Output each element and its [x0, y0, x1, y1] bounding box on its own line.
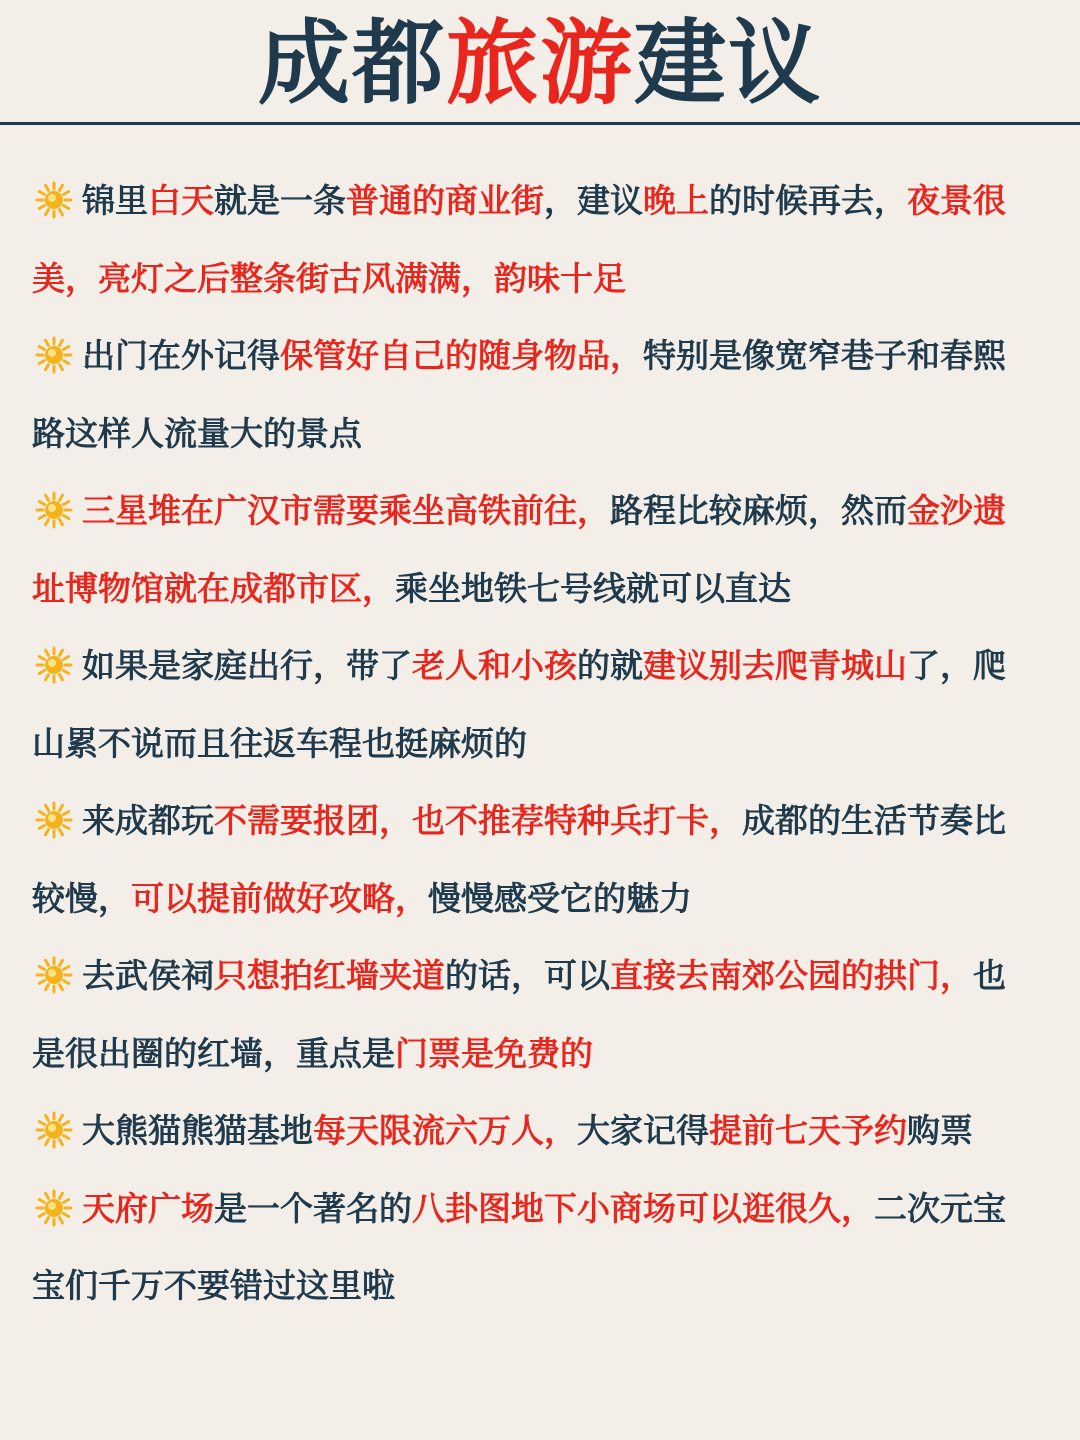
tip-text: 就是一条 — [214, 181, 346, 220]
sun-icon — [32, 335, 76, 375]
tip-item — [32, 317, 1032, 472]
tip-item — [32, 162, 1032, 317]
header — [0, 0, 1080, 124]
tip-text: 大家记得 — [577, 1111, 709, 1150]
tip-text: 锦里 — [82, 181, 148, 220]
tip-text: 了，爬山累不说而且往返车程也挺麻烦的 — [32, 646, 1006, 763]
tip-text: 二次元宝宝们千万不要错过这里啦 — [32, 1188, 1006, 1305]
tip-item — [32, 472, 1032, 627]
title-part-2: 旅游 — [445, 10, 634, 117]
tip-highlight-text: 保管好自己的随身物品， — [280, 336, 643, 375]
tips-list — [32, 162, 1032, 1325]
tip-text: 成都的生活节奏比较慢， — [32, 801, 1006, 918]
tip-text: 的时候再去， — [709, 181, 907, 220]
sun-icon — [32, 180, 76, 220]
tip-highlight-text: 天府广场 — [82, 1188, 214, 1228]
tip-highlight-text: 可以提前做好攻略， — [131, 878, 428, 918]
tip-text: 是一个著名的 — [214, 1188, 412, 1228]
tip-highlight-text: 普通的商业街 — [346, 181, 544, 220]
tip-highlight-text: 老人和小孩 — [412, 646, 577, 685]
tip-highlight-text: 夜景很美，亮灯之后整条街古风满满，韵味十足 — [32, 181, 1006, 298]
tip-text: 的就 — [577, 646, 643, 685]
tip-highlight-text: 门票是免费的 — [395, 1033, 593, 1073]
sun-icon — [32, 1188, 76, 1228]
tip-highlight-text: 建议别去爬青城山 — [643, 646, 907, 685]
tip-highlight-text: 白天 — [148, 181, 214, 220]
tip-highlight-text: 只想拍红墙夹道 — [214, 956, 445, 995]
tip-text: 慢慢感受它的魅力 — [428, 878, 692, 918]
tip-highlight-text: 每天限流六万人， — [313, 1111, 577, 1150]
tip-highlight-text: 三星堆在广汉市需要乘坐高铁前往， — [82, 491, 610, 530]
sun-icon — [32, 800, 76, 840]
page-title — [0, 12, 1080, 116]
tip-text: 路程比较麻烦，然而 — [610, 491, 907, 530]
tip-highlight-text: 晚上 — [643, 181, 709, 220]
header-divider — [0, 122, 1080, 125]
tip-text: 出门在外记得 — [82, 336, 280, 375]
tip-item — [32, 1170, 1032, 1325]
tip-text: 也是很出圈的红墙，重点是 — [32, 956, 1006, 1073]
sun-icon — [32, 1110, 76, 1150]
tip-text: 特别是像宽窄巷子和春熙路这样人流量大的景点 — [32, 336, 1006, 453]
tip-item — [32, 937, 1032, 1092]
tip-highlight-text: 提前七天予约 — [709, 1111, 907, 1150]
title-part-3: 建议 — [634, 10, 823, 117]
title-part-1: 成都 — [257, 10, 446, 117]
sun-icon — [32, 490, 76, 530]
tip-text: 来成都玩 — [82, 801, 214, 840]
tip-highlight-text: 不需要报团，也不推荐特种兵打卡， — [214, 801, 742, 840]
tip-text: 大熊猫熊猫基地 — [82, 1111, 313, 1150]
tip-text: 购票 — [907, 1111, 973, 1150]
tip-text: 如果是家庭出行，带了 — [82, 646, 412, 685]
tip-text: 去武侯祠 — [82, 956, 214, 995]
tip-highlight-text: 八卦图地下小商场可以逛很久， — [412, 1188, 874, 1228]
tip-item — [32, 782, 1032, 937]
tip-highlight-text: 直接去南郊公园的拱门， — [610, 956, 973, 995]
tip-text: 乘坐地铁七号线就可以直达 — [395, 568, 791, 608]
tip-highlight-text: 金沙遗址博物馆就在成都市区， — [32, 491, 1006, 608]
tip-item — [32, 1092, 1032, 1170]
tip-text: 的话，可以 — [445, 956, 610, 995]
tip-item — [32, 627, 1032, 782]
sun-icon — [32, 645, 76, 685]
tip-text: ，建议 — [544, 181, 643, 220]
sun-icon — [32, 955, 76, 995]
